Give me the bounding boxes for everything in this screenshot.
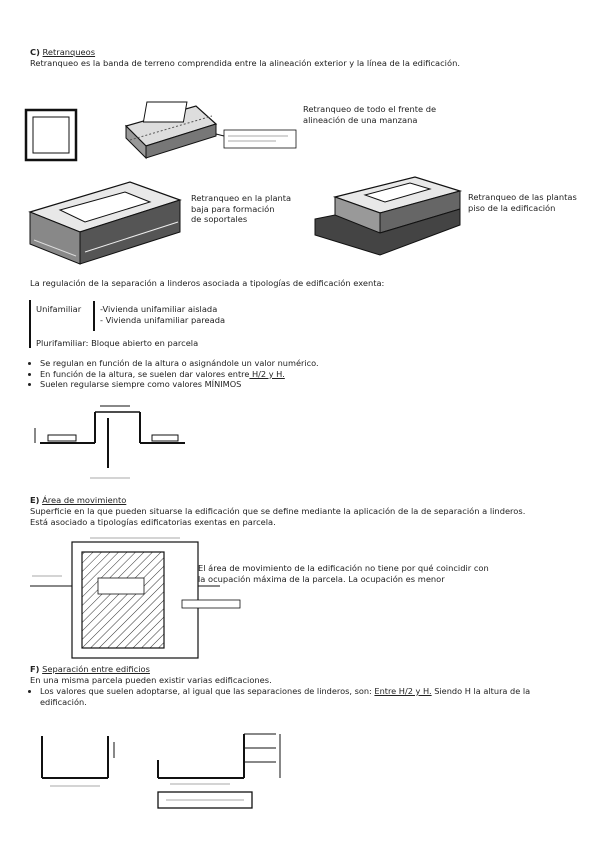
unifamiliar-item-2: - Vivienda unifamiliar pareada [100, 315, 226, 325]
linderos-bullet-3: • Suelen regularse siempre como valores MÍNIMOS [40, 379, 470, 390]
block-setback-sketch-icon [26, 96, 296, 168]
caption-frente: Retranqueo de todo el frente de alineación de una manzana [303, 104, 437, 125]
linderos-bullet-2: • En función de la altura, se suelen dar valores entre H/2 y H. [40, 369, 470, 380]
section-e-heading [30, 495, 126, 506]
upper-floor-setback-sketch-icon [315, 175, 465, 260]
typology-bracket-outer [29, 300, 31, 348]
building-separation-diagram-icon [30, 728, 300, 810]
caption-planta-baja: Retranqueo en la planta baja para formación de soportales [191, 193, 292, 225]
caption-area: El área de movimiento de la edificación no tiene por qué coincidir con la ocupación máxima de la parcela. La ocupación es menor [198, 563, 489, 584]
unifamiliar-item-1: -Vivienda unifamiliar aislada [100, 304, 218, 314]
linderos-bullets [30, 358, 470, 390]
section-f-bullets [30, 686, 575, 707]
section-c-title: Retranqueos [42, 47, 96, 57]
section-f-line1: En una misma parcela pueden existir varias edificaciones. [30, 675, 272, 685]
section-f-title: Separación entre edificios [42, 664, 150, 674]
section-f-heading [30, 664, 150, 675]
section-e-line1: Superficie en la que pueden situarse la edificación que se define mediante la aplicación de la de separación a linderos. [30, 506, 526, 516]
plurifamiliar-label: Plurifamiliar: Bloque abierto en parcela [36, 338, 199, 348]
section-f-letter: F) [30, 664, 40, 674]
section-f-bullet-1: • Los valores que suelen adoptarse, al igual que las separaciones de linderos, son: Entre H/2 y H. Siendo H la altura de la edificación. [40, 686, 575, 707]
boundary-separation-diagram-icon [30, 398, 185, 486]
movement-area-diagram-icon [30, 530, 242, 660]
linderos-bullet-1: • Se regulan en función de la altura o asignándole un valor numérico. [40, 358, 470, 369]
linderos-intro: La regulación de la separación a linderos asociada a tipologías de edificación exenta: [30, 278, 385, 288]
section-e-line2: Está asociado a tipologías edificatorias exentas en parcela. [30, 517, 276, 527]
unifamiliar-label: Unifamiliar [36, 304, 82, 314]
arcade-block-sketch-icon [30, 180, 190, 270]
section-c-definition: Retranqueo es la banda de terreno comprendida entre la alineación exterior y la línea de la edificación. [30, 58, 460, 68]
caption-plantas-piso: Retranqueo de las plantas piso de la edificación [468, 192, 577, 213]
section-e-letter: E) [30, 495, 40, 505]
section-c-letter: C) [30, 47, 40, 57]
section-c-heading [30, 47, 95, 58]
typology-bracket-inner [93, 301, 95, 331]
section-e-title: Área de movimiento [42, 495, 127, 505]
